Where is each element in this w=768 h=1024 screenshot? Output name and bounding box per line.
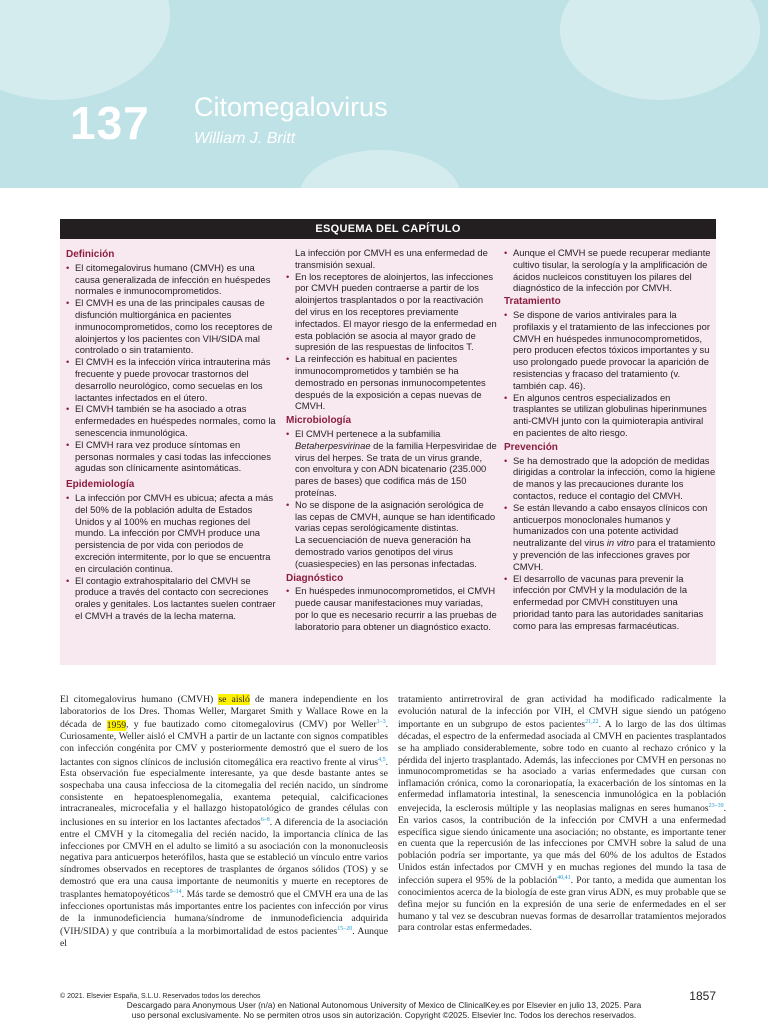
tratamiento-list xyxy=(504,309,716,439)
text-run: . Aunque el xyxy=(60,926,389,950)
chapter-author: William J. Britt xyxy=(194,130,296,147)
microbiologia-list xyxy=(286,428,498,570)
list-item: • El CMVH es la infección vírica intrauterina más frecuente y puede provocar trastornos del desarrollo neurológico, como secuelas en los lactantes infectados en el útero. xyxy=(66,356,278,403)
banner-bubble xyxy=(0,0,170,100)
list-item: • El CMVH rara vez produce síntomas en personas normales y casi todas las infecciones agudas son clínicamente asintomáticas. xyxy=(66,439,278,474)
list-item: • En los receptores de aloinjertos, las infecciones por CMVH pueden contraerse a partir de los aloinjertos trasplantados o por la reactivación del virus en los receptores previamente infectados. El mayor riesgo de la enfermedad en esta población se asocia al mayor grado de supresión de las respuestas de linfocitos T. xyxy=(286,271,498,354)
text-run: . A diferencia de la asociación entre el CMVH y la citomegalia del recién nacido, la importancia clínica de las infecciones por CMVH en el adulto se limitó a su asociación con la mononucleosis negativa para anticuerpos heterófilos, hasta que se estableció un vínculo entre varios síndromes observados en receptores de trasplantes de órganos sólidos (TOS) y se demostró que era una causa importante de neumonitis y muerte en receptores de trasplantes hematopoyéticos xyxy=(60,817,388,901)
chapter-number: 137 xyxy=(70,97,150,149)
chapter-title: Citomegalovirus xyxy=(194,92,388,122)
body-column-1 xyxy=(60,694,388,950)
list-item: • No se dispone de la asignación serológica de las cepas de CMVH, aunque se han identificado varias cepas serológicamente distintas. xyxy=(286,499,498,534)
banner-bubble xyxy=(560,0,760,100)
list-item: • El desarrollo de vacunas para prevenir la infección por CMVH y la modulación de la enfermedad por CMVH constituyen una prioridad tanto para las autoridades sanitarias como para las empresas farmacéuticas. xyxy=(504,573,716,632)
prevencion-list xyxy=(504,455,716,632)
list-item: • El CMVH es una de las principales causas de disfunción multiorgánica en pacientes inmunocomprometidos, como los receptores de aloinjertos y los pacientes con VIH/SIDA mal controlado o sin tratamiento. xyxy=(66,297,278,356)
section-title-epidemiologia: Epidemiología xyxy=(66,479,135,491)
text-run: . En varios casos, la contribución de la infección por CMVH a una enfermedad específica sigue siendo únicamente una asociación; no obstante, es importante tener en cuenta que la repercusión de las infecciones por CMVH sobre la salud de una población podría ser importante, ya que más del 60% de los adultos de Estados Unidos están infectados por CMVH y en muchas regiones del mundo la tasa de infección supera el 95% de la población xyxy=(398,803,726,887)
disclaimer-line: Descargado para Anonymous User (n/a) en National Autonomous University of Mexico de ClinicalKey.es por Elsevier en julio 13, 2025. Para xyxy=(126,1000,642,1010)
reference-link[interactable]: 4,5 xyxy=(378,756,386,763)
text-run: tratamiento antirretroviral de gran actividad ha modificado radicalmente la evolución natural de la infección por VIH, el CMVH sigue siendo un patógeno importante en un subgrupo de estos pacientes xyxy=(398,694,726,731)
text-run: de manera independiente en los laboratorios de los Dres. Thomas Weller, Margaret Smith y Wallace Rowe en la década de xyxy=(60,694,388,731)
highlighted-text[interactable]: 1959 xyxy=(106,719,127,731)
section-title-diagnostico: Diagnóstico xyxy=(286,572,344,584)
text-run: . Por tanto, a medida que aumentan los conocimientos acerca de la biología de este gran virus ADN, es muy probable que se defina mejor su función en la expresión de una serie de enfermedades en el ser humano y tal vez se descubran nuevas formas de desarrollar tratamientos mejorados para controlar estas enfermedades. xyxy=(398,875,726,934)
list-item: • El citomegalovirus humano (CMVH) es una causa generalizada de infección en huéspedes normales e inmunocomprometidos. xyxy=(66,262,278,297)
list-item: • Se ha demostrado que la adopción de medidas dirigidas a controlar la infección, como la higiene de manos y las precauciones durante los contactos, reduce el contagio del CMVH. xyxy=(504,455,716,502)
reference-link[interactable]: 40,41 xyxy=(557,875,571,882)
banner-bubble xyxy=(300,150,460,188)
list-item-continuation: La secuenciación de nueva generación ha demostrado varios genotipos del virus (cuasiespecies) en las personas infectadas. xyxy=(295,534,477,569)
text-run: . Curiosamente, Weller aisló el CMVH a partir de un lactante con signos compatibles con infección congénita por CMV y posteriormente demostró que el suero de los lactantes con signos clínicos de inclusión citomegálica era reactivo frente al virus xyxy=(60,719,388,768)
epidemiologia-list xyxy=(66,492,278,622)
download-disclaimer xyxy=(0,1000,768,1020)
section-title-tratamiento: Tratamiento xyxy=(504,296,561,308)
list-item: • En algunos centros especializados en trasplantes se utilizan globulinas hiperinmunes anti-CMVH junto con la quimioterapia antiviral en pacientes de alto riesgo. xyxy=(504,392,716,439)
list-item xyxy=(286,428,498,499)
list-item: • La infección por CMVH es ubicua; afecta a más del 50% de la población adulta de Estados Unidos y al 100% en muchas regiones del mundo. La infección por CMVH produce una persistencia de por vida con periodos de excreción intermitente, por lo que se encuentra en circulación continua. xyxy=(66,492,278,575)
highlighted-text[interactable]: se aisló xyxy=(218,694,250,705)
italic-text: Betaherpesvirinae xyxy=(295,439,371,451)
section-title-definicion: Definición xyxy=(66,249,115,260)
text-run: . Más tarde se demostró que el CMVH era una de las infecciones oportunistas más importantes entre los pacientes con infección por virus de la inmunodeficiencia humana/síndrome de inmunodeficiencia adquirida (VIH/SIDA) y que contribuía a la morbimortalidad de estos pacientes xyxy=(60,889,388,938)
reference-link[interactable]: 6–8 xyxy=(260,817,270,824)
text-run: El citomegalovirus humano (CMVH) xyxy=(60,694,219,705)
text-run: . Esta observación fue especialmente interesante, ya que desde bastante antes se sospechaba una causa infecciosa de la citomegalia del recién nacido, un síndrome consistente en hepatoesplenomegalia, exantema petequial, calcificaciones intracraneales, microcefalia y el hallazgo histopatológico de grandes células con inclusiones en su interior en los lactantes afectados xyxy=(60,756,388,829)
disclaimer-line: uso personal exclusivamente. No se permiten otros usos sin autorización. Copyright ©2025. Elsevier Inc. Todos los derechos reservados. xyxy=(131,1010,637,1020)
list-item xyxy=(504,502,716,573)
epidemiologia-list-cont xyxy=(286,247,498,412)
reference-link[interactable]: 15–20 xyxy=(337,926,353,933)
list-item: • El CMVH también se ha asociado a otras enfermedades en huéspedes normales, como la senescencia inmunológica. xyxy=(66,403,278,438)
reference-link[interactable]: 9–14 xyxy=(169,889,182,896)
text-run: para el tratamiento y prevención de las infecciones graves por CMVH. xyxy=(513,537,716,572)
list-item: • Se dispone de varios antivirales para la profilaxis y el tratamiento de las infecciones por CMVH en huéspedes inmunocomprometidos, pero producen efectos tóxicos importantes y su uso prolongado puede provocar la aparición de resistencias y fracaso del tratamiento (v. también cap. 46). xyxy=(504,309,716,392)
chapter-outline xyxy=(60,219,716,665)
list-item: • En huéspedes inmunocomprometidos, el CMVH puede causar manifestaciones muy variadas, por lo que es necesario recurrir a las pruebas de laboratorio para obtener un diagnóstico exacto. xyxy=(286,585,498,632)
reference-link[interactable]: 21,22 xyxy=(585,719,599,726)
outline-column-3 xyxy=(504,247,716,632)
chapter-banner xyxy=(0,0,768,188)
reference-link[interactable]: 23–39 xyxy=(708,803,724,810)
body-column-2 xyxy=(398,694,726,934)
list-item: • La reinfección es habitual en pacientes inmunocomprometidos y también se ha demostrado en personas inmunocompetentes después de la exposición a cepas nuevas de CMVH. xyxy=(286,353,498,412)
section-title-microbiologia: Microbiología xyxy=(286,415,351,427)
list-item: • El contagio extrahospitalario del CMVH se produce a través del contacto con secreciones orales y genitales. Los lactantes suelen contraer el CMVH a través de la lecha materna. xyxy=(66,575,278,622)
diagnostico-list-cont xyxy=(504,247,716,294)
text-run: , y fue bautizado como citomegalovirus (CMV) por Weller xyxy=(126,719,377,731)
text-run: Se están llevando a cabo ensayos clínicos con anticuerpos monoclonales humanos y humanizados con una potente actividad neutralizante del virus xyxy=(513,501,708,549)
text-run: de la familia Herpesviridae de virus del herpes. Se trata de un virus grande, con envoltura y con ADN bicatenario (235.000 pares de bases) que codifica más de 150 proteínas. xyxy=(295,439,497,498)
text-run: El CMVH pertenece a la subfamilia xyxy=(295,427,441,439)
outline-heading: ESQUEMA DEL CAPÍTULO xyxy=(60,219,716,239)
text-run: . A lo largo de las dos últimas décadas, el espectro de la enfermedad asociada al CMVH en pacientes trasplantados se ha ampliado considerablemente, sobre todo en cuanto al rechazo crónico y la pérdida del injerto trasplantado. Además, las infecciones por CMVH en personas no inmunocomprometidas se ha asociado a varias enfermedades que cursan con inflamación crónica, como la coronariopatía, la exacerbación de los síntomas en la enfermedad inflamatoria intestinal, la senescencia inmunológica en la población envejecida, la esclerosis múltiple y las neoplasias malignas en seres humanos xyxy=(398,719,727,815)
definicion-list xyxy=(66,262,278,474)
section-title-prevencion: Prevención xyxy=(504,441,558,453)
italic-text: in vitro xyxy=(606,537,635,549)
list-item: • Aunque el CMVH se puede recuperar mediante cultivo tisular, la serología y la amplificación de ácidos nucleicos constituyen los pilares del diagnóstico de la infección por CMVH. xyxy=(504,247,716,294)
copyright-notice: © 2021. Elsevier España, S.L.U. Reservados todos los derechos xyxy=(60,993,261,1000)
page-number: 1857 xyxy=(689,989,716,1003)
outline-column-2 xyxy=(286,247,498,633)
diagnostico-list xyxy=(286,585,498,632)
list-item-continuation: La infección por CMVH es una enfermedad de transmisión sexual. xyxy=(295,247,488,270)
reference-link[interactable]: 1–3 xyxy=(376,719,386,726)
outline-column-1 xyxy=(66,247,278,622)
